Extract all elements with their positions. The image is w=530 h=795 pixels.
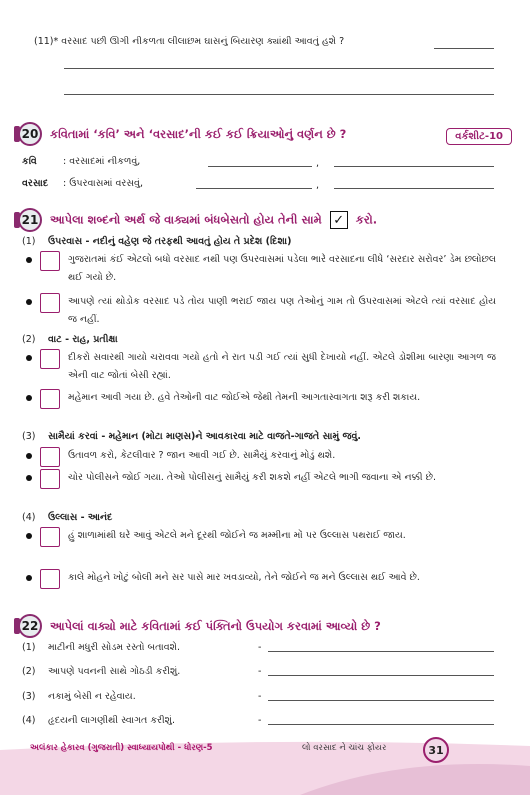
checkbox[interactable]: [40, 569, 60, 589]
answer-line[interactable]: [268, 700, 494, 701]
list-item: [26, 251, 496, 287]
section-heading-text: [50, 211, 377, 229]
row-text: માટીની મધુરી સોડમ રસ્તો બતાવશે.: [48, 642, 180, 653]
dash: -: [258, 642, 262, 653]
row-label: કવિ: [22, 156, 37, 167]
item-text: હું શાળામાંથી ઘરે આવું એટલે મને દૂરથી જોઈને જ મમ્મીના મોં પર ઉલ્લાસ પથરાઈ જાય.: [68, 530, 406, 541]
answer-line[interactable]: [268, 675, 494, 676]
question-badge: 21: [18, 208, 42, 232]
bullet-icon: [26, 575, 32, 581]
item-text: મહેમાન આવી ગયા છે. હવે તેઓની વાટ જોઈએ જેથી તેમની આગતાસ્વાગતા શરૂ કરી શકાય.: [68, 392, 421, 403]
match-row: [22, 642, 262, 653]
section-20-heading: [18, 121, 346, 147]
row-number: (1): [22, 642, 36, 653]
item-text: કાલે મોહને ખોટું બોલી મને સર પાસે માર ખવડાવ્યો, તેને જોઈને જ મને ઉલ્લાસ થઈ આવે છે.: [68, 572, 420, 583]
list-item: [26, 349, 496, 385]
answer-line[interactable]: [434, 48, 494, 49]
heading-post: કરો.: [355, 212, 378, 227]
row-number: (4): [22, 715, 36, 726]
group-number: (2): [22, 334, 36, 345]
row-label: વરસાદ: [22, 178, 49, 189]
row-number: (3): [22, 691, 36, 702]
question-number: (11)*: [34, 36, 59, 47]
bullet-icon: [26, 299, 32, 305]
row-number: (2): [22, 666, 36, 677]
list-item: [26, 293, 496, 329]
dash: -: [258, 666, 262, 677]
group-title: ઉપરવાસ - નદીનું વહેણ જે તરફથી આવતું હોય તે પ્રદેશ (દિશા): [48, 236, 292, 247]
group-2-title: [22, 334, 118, 345]
bullet-icon: [26, 395, 32, 401]
answer-line[interactable]: [268, 724, 494, 725]
group-title: ઉલ્લાસ - આનંદ: [48, 512, 113, 523]
group-1-title: [22, 236, 291, 247]
bullet-icon: [26, 533, 32, 539]
answer-line[interactable]: [64, 94, 494, 95]
bullet-icon: [26, 257, 32, 263]
row-kavi: [22, 156, 140, 167]
comma: ,: [316, 158, 320, 169]
checkmark-icon: ✓: [330, 211, 348, 229]
bullet-icon: [26, 453, 32, 459]
checkbox[interactable]: [40, 251, 60, 271]
heading-pre: આપેલા શબ્દનો અર્થ જે વાક્યમાં બંધબેસતો હોય તેની સામે: [50, 212, 322, 227]
answer-line[interactable]: [64, 68, 494, 69]
match-row: [22, 666, 262, 677]
checkbox[interactable]: [40, 349, 60, 369]
item-text: આપણે ત્યાં થોડોક વરસાદ પડે તોય પાણી ભરાઈ જાય પણ તેઓનું ગામ તો ઉપરવાસમાં એટલે ત્યાં વરસાદ હોય જ નહીં.: [68, 296, 496, 325]
section-heading-text: કવિતામાં ‘કવિ’ અને ‘વરસાદ’ની કઈ કઈ ક્રિયાઓનું વર્ણન છે ?: [50, 126, 347, 141]
group-number: (4): [22, 512, 36, 523]
question-badge: 22: [18, 614, 42, 638]
checkbox[interactable]: [40, 293, 60, 313]
answer-line[interactable]: [196, 188, 312, 189]
answer-line[interactable]: [334, 188, 494, 189]
checkbox[interactable]: [40, 389, 60, 409]
group-4-title: [22, 512, 112, 523]
question-11: [34, 36, 494, 47]
row-varsad: [22, 178, 143, 189]
list-item: [26, 389, 496, 407]
match-row: [22, 691, 262, 702]
section-21-heading: [18, 207, 377, 233]
item-text: ચોર પોલીસને જોઈ ગયા. તેઓ પોલીસનું સામૈયું કરી શકશે નહીં એટલે ભાગી જવાના એ નક્કી છે.: [68, 472, 437, 483]
row-text: : વરસાદમાં નીકળવું,: [63, 156, 141, 167]
row-text: હૃદયની લાગણીથી સ્વાગત કરીશું.: [48, 715, 176, 726]
item-text: ઉતાવળ કરો, કેટલીવાર ? જાન આવી ગઈ છે. સામૈયું કરવાનું મોડું થશે.: [68, 450, 336, 461]
item-text: દીકરો સવારથી ગાયો ચરાવવા ગયો હતો ને રાત પડી ગઈ ત્યાં સુધી દેખાયો નહીં. એટલે ડોશીમા બારણા આગળ જ એની વાટ જોતાં બેસી રહ્યાં.: [68, 352, 496, 381]
row-text: : ઉપરવાસમાં વરસવું,: [63, 178, 143, 189]
row-text: નકામું બેસી ન રહેવાય.: [48, 691, 136, 702]
list-item: [26, 527, 496, 545]
answer-line[interactable]: [334, 166, 494, 167]
question-badge: 20: [18, 122, 42, 146]
section-heading-text: આપેલાં વાક્યો માટે કવિતામાં કઈ પંક્તિનો ઉપયોગ કરવામાં આવ્યો છે ?: [50, 618, 381, 633]
item-text: ગુજરાતમાં કંઈ એટલો બધો વરસાદ નથી પણ ઉપરવાસમાં પડેલા ભારે વરસાદના લીધે ‘સરદાર સરોવર’ ડેમ છલોછલ થઈ ગયો છે.: [68, 254, 496, 283]
answer-line[interactable]: [208, 166, 312, 167]
bullet-icon: [26, 475, 32, 481]
worksheet-badge: વર્કશીટ-10: [446, 128, 512, 145]
footer-chapter-title: લો વરસાદ ને ચાંચ ફોયર: [302, 743, 387, 753]
dash: -: [258, 691, 262, 702]
page-number: 31: [423, 737, 449, 763]
list-item: [26, 569, 496, 587]
group-title: સામૈયાં કરવાં - મહેમાન (મોટા માણસ)ને આવકારવા માટે વાજતે-ગાજતે સામું જવું.: [48, 431, 362, 442]
checkbox[interactable]: [40, 469, 60, 489]
row-text: આપણે પવનની સાથે ગોઠડી કરીશું.: [48, 666, 181, 677]
list-item: [26, 469, 496, 487]
list-item: [26, 447, 496, 465]
comma: ,: [316, 180, 320, 191]
section-22-heading: [18, 613, 381, 639]
group-3-title: [22, 431, 361, 442]
question-text: વરસાદ પછી ઊગી નીકળતા લીલાછમ ઘાસનું બિયારણ ક્યાંથી આવતું હશે ?: [61, 36, 345, 47]
bullet-icon: [26, 355, 32, 361]
checkbox[interactable]: [40, 447, 60, 467]
group-title: વાટ - રાહ, પ્રતીક્ષા: [48, 334, 118, 345]
group-number: (1): [22, 236, 36, 247]
checkbox[interactable]: [40, 527, 60, 547]
match-row: [22, 715, 262, 726]
footer-book-title: અલંકાર હેકારવ (ગુજરાતી) સ્વાધ્યાયપોથી - ધોરણ-5: [30, 743, 213, 753]
group-number: (3): [22, 431, 36, 442]
answer-line[interactable]: [268, 651, 494, 652]
dash: -: [258, 715, 262, 726]
